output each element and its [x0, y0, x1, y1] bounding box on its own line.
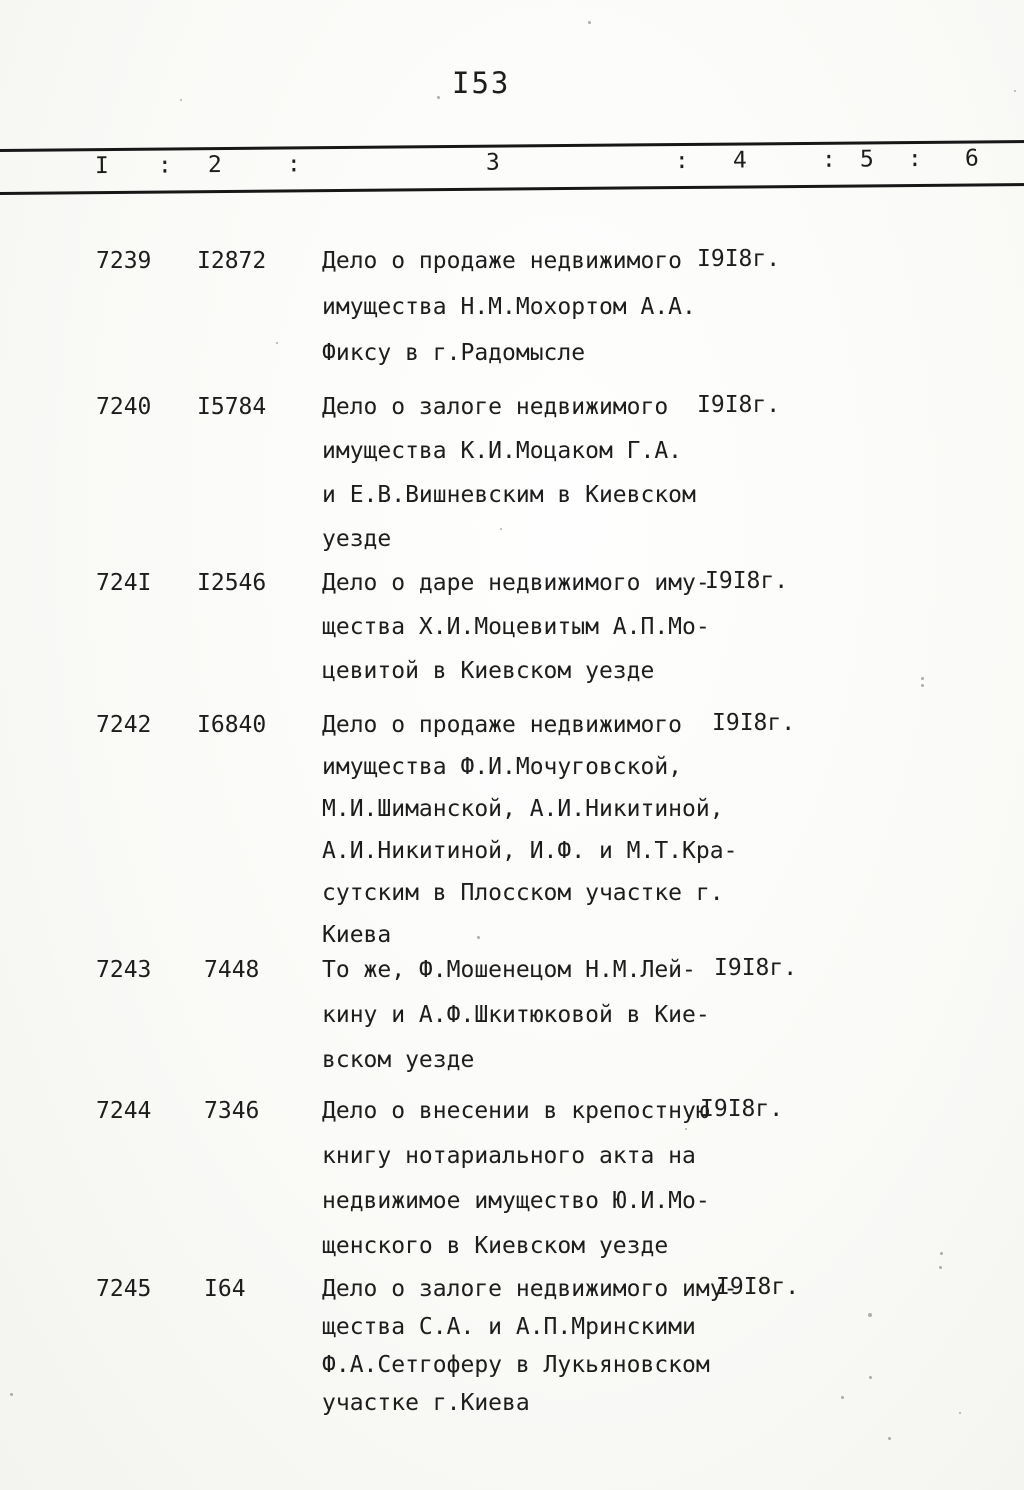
column-header-row	[0, 145, 1024, 186]
entry-title-line: Киева	[322, 922, 392, 948]
scan-speck	[276, 342, 278, 344]
entry-year: I9I8г.	[697, 246, 781, 272]
scan-speck	[869, 1376, 872, 1379]
entry-year: I9I8г.	[697, 392, 781, 418]
entry-title-line: Дело о залоге недвижимого иму-	[322, 1276, 738, 1302]
entry-title-line: Дело о продаже недвижимого	[322, 712, 683, 738]
entry-year: I9I8г.	[714, 955, 798, 981]
entry-title-line: имущества Ф.И.Мочуговской,	[322, 754, 683, 780]
entry-old-number: 7448	[204, 957, 260, 983]
column-header-cell: 3	[485, 149, 500, 176]
scan-speck	[180, 99, 182, 101]
scan-speck	[10, 1393, 13, 1396]
column-header-cell: I	[94, 153, 109, 180]
scan-speck	[921, 684, 924, 687]
entry-old-number: I64	[204, 1276, 246, 1302]
scan-speck	[921, 677, 924, 680]
entry-title-line: Ф.А.Сетгоферу в Лукьяновском	[322, 1352, 710, 1378]
scan-speck	[437, 96, 440, 99]
entry-number: 724I	[96, 570, 152, 596]
entry-title-line: сутским в Плосском участке г.	[322, 880, 724, 906]
entry-year: I9I8г.	[712, 710, 796, 736]
entry-number: 7240	[96, 394, 152, 420]
table-header-rule-bottom	[0, 183, 1024, 195]
entry-title-line: щества Х.И.Моцевитым А.П.Мо-	[322, 614, 710, 640]
entry-title-line: и Е.В.Вишневским в Киевском	[322, 482, 696, 508]
column-header-cell: 4	[732, 147, 747, 174]
entry-old-number: I5784	[197, 394, 267, 420]
scan-speck	[500, 528, 502, 530]
entry-number: 7244	[96, 1098, 152, 1124]
column-separator: :	[286, 151, 301, 178]
entry-title-line: участке г.Киева	[322, 1390, 530, 1416]
entry-old-number: 7346	[204, 1098, 260, 1124]
entry-number: 7239	[96, 248, 152, 274]
entry-title-line: вском уезде	[322, 1047, 475, 1073]
entry-title-line: имущества К.И.Моцаком Г.А.	[322, 438, 683, 464]
entry-old-number: I2546	[197, 570, 267, 596]
entry-title-line: цевитой в Киевском уезде	[322, 658, 655, 684]
scan-speck	[477, 936, 480, 939]
entry-number: 7242	[96, 712, 152, 738]
scan-speck	[588, 21, 591, 24]
page-number: I53	[452, 66, 511, 100]
scan-speck	[940, 1252, 943, 1255]
entry-title-line: А.И.Никитиной, И.Ф. и М.Т.Кра-	[322, 838, 738, 864]
entry-title-line: М.И.Шиманской, А.И.Никитиной,	[322, 796, 724, 822]
entry-title-line: имущества Н.М.Мохортом А.А.	[322, 294, 696, 320]
scan-speck	[841, 1396, 844, 1399]
entry-title-line: кину и А.Ф.Шкитюковой в Кие-	[322, 1002, 710, 1028]
entry-year: I9I8г.	[716, 1274, 800, 1300]
entry-title-line: уезде	[322, 526, 392, 552]
entry-year: I9I8г.	[705, 568, 789, 594]
column-header-cell: 5	[859, 146, 874, 173]
scan-speck	[685, 1128, 687, 1130]
entry-title-line: Дело о даре недвижимого иму-	[322, 570, 710, 596]
entry-title-line: Дело о залоге недвижимого	[322, 394, 669, 420]
scan-speck	[1014, 90, 1016, 92]
entry-title-line: То же, Ф.Мошенецом Н.М.Лей-	[322, 957, 696, 983]
entry-number: 7245	[96, 1276, 152, 1302]
entry-title-line: Дело о продаже недвижимого	[322, 248, 683, 274]
entry-title-line: книгу нотариального акта на	[322, 1143, 696, 1169]
entry-old-number: I2872	[197, 248, 267, 274]
column-separator: :	[821, 146, 836, 173]
entry-year: I9I8г.	[700, 1096, 784, 1122]
scan-speck	[939, 1266, 942, 1269]
scan-speck	[888, 1437, 891, 1440]
column-header-cell: 2	[207, 152, 222, 179]
entry-title-line: Фиксу в г.Радомысле	[322, 340, 586, 366]
entry-old-number: I6840	[197, 712, 267, 738]
entry-title-line: щенского в Киевском уезде	[322, 1233, 669, 1259]
column-separator: :	[674, 147, 689, 175]
scan-speck	[868, 1313, 872, 1317]
entry-title-line: недвижимое имущество Ю.И.Мо-	[322, 1188, 710, 1214]
entry-number: 7243	[96, 957, 152, 983]
scan-speck	[959, 1412, 961, 1414]
column-header-cell: 6	[964, 145, 979, 172]
column-separator: :	[907, 145, 922, 173]
column-separator: :	[157, 152, 172, 179]
entry-title-line: щества С.А. и А.П.Мринскими	[322, 1314, 696, 1340]
entry-title-line: Дело о внесении в крепостную	[322, 1098, 710, 1124]
